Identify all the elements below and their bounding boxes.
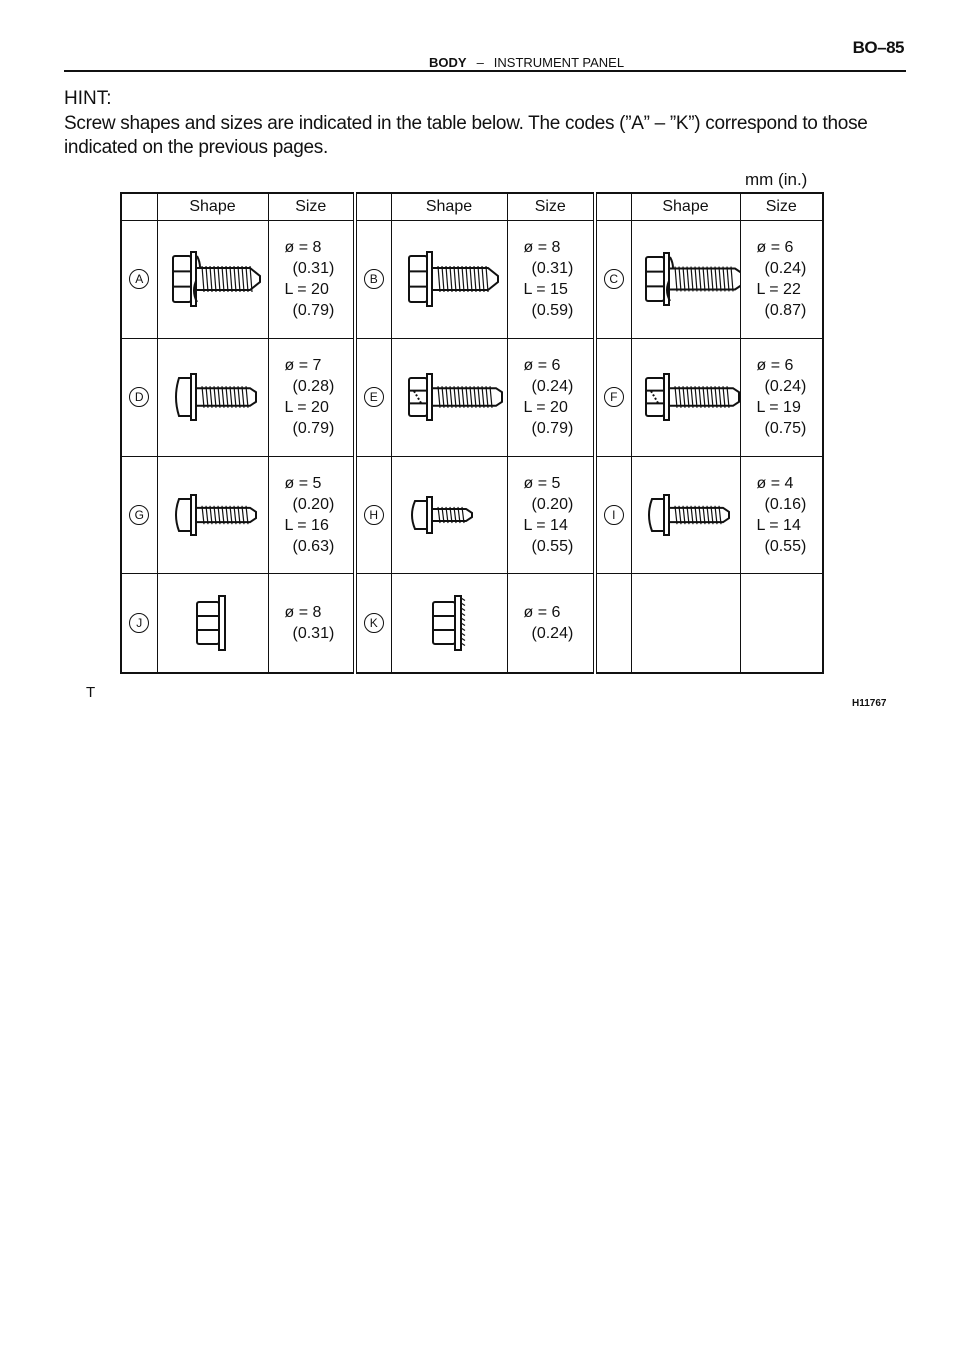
diameter-inch: (0.28) [292, 378, 335, 396]
serrated-flange-nut-icon [392, 588, 507, 658]
screw-size-cell [740, 574, 823, 673]
diameter-inch: (0.31) [531, 260, 574, 278]
bolt-washer-tapered-icon [158, 244, 268, 314]
header-shape: Shape [631, 193, 740, 221]
page-code: BO–85 [852, 38, 904, 57]
screw-round-head-icon [158, 362, 268, 432]
screw-shape-cell [391, 221, 507, 339]
screw-pan-head-icon [158, 480, 268, 550]
length-inch: (0.87) [764, 302, 807, 320]
screw-code-badge: I [604, 505, 624, 525]
screw-code-cell [595, 456, 631, 574]
screw-code-cell [121, 338, 157, 456]
diameter-mm: ø = 6 [523, 604, 561, 622]
header-code-cell [355, 193, 391, 221]
length-inch: (0.63) [292, 537, 335, 555]
table-header-row [121, 193, 823, 221]
length-inch: (0.55) [531, 537, 574, 555]
section-separator: – [476, 55, 484, 70]
diameter-inch: (0.24) [764, 378, 807, 396]
units-label: mm (in.) [745, 170, 808, 189]
table-row [121, 574, 823, 673]
length-inch: (0.59) [531, 302, 574, 320]
screw-shape-cell [157, 456, 268, 574]
screw-size-cell [507, 456, 595, 574]
screw-code-badge: F [604, 387, 624, 407]
table-row [121, 456, 823, 574]
screw-shape-cell [157, 221, 268, 339]
screw-size-cell [507, 221, 595, 339]
diameter-mm: ø = 8 [284, 239, 322, 257]
screw-cross-head-icon [392, 362, 507, 432]
screw-code-cell [355, 221, 391, 339]
diameter-inch: (0.24) [531, 625, 574, 643]
screw-code-badge: A [129, 269, 149, 289]
header-size: Size [740, 193, 823, 221]
screw-pan-head-icon [632, 480, 740, 550]
screw-shape-cell [391, 574, 507, 673]
section-name: BODY [429, 55, 467, 70]
bolt-flange-tapered-icon [392, 244, 507, 314]
subsection-name: INSTRUMENT PANEL [493, 55, 625, 70]
screw-size-cell [740, 338, 823, 456]
screw-code-badge: B [364, 269, 384, 289]
header-shape: Shape [391, 193, 507, 221]
diameter-inch: (0.20) [292, 495, 335, 513]
screw-code-badge: J [129, 613, 149, 633]
length-mm: L = 22 [756, 281, 801, 299]
header-code-cell [121, 193, 157, 221]
screw-shape-cell [157, 338, 268, 456]
header-rule [64, 70, 906, 72]
length-inch: (0.79) [531, 420, 574, 438]
diameter-inch: (0.24) [531, 378, 574, 396]
screw-table [120, 192, 824, 674]
screw-shape-cell [391, 338, 507, 456]
length-inch: (0.75) [764, 420, 807, 438]
flange-nut-icon [158, 588, 268, 658]
diameter-inch: (0.24) [764, 260, 807, 278]
screw-code-cell [595, 338, 631, 456]
screw-code-cell [121, 456, 157, 574]
diameter-mm: ø = 8 [284, 604, 322, 622]
screw-shape-cell [631, 456, 740, 574]
diameter-mm: ø = 5 [284, 474, 322, 492]
screw-code-badge: E [364, 387, 384, 407]
diameter-mm: ø = 6 [756, 357, 794, 375]
length-mm: L = 15 [523, 281, 568, 299]
hint-text: Screw shapes and sizes are indicated in the table below. The codes (”A” – ”K”) correspond to those indicated on the previous pages. [64, 113, 868, 158]
hint-label: HINT: [64, 88, 112, 109]
section-title [429, 55, 624, 70]
screw-code-cell [121, 574, 157, 673]
diameter-inch: (0.31) [292, 625, 335, 643]
diameter-inch: (0.20) [531, 495, 574, 513]
length-mm: L = 20 [284, 399, 329, 417]
screw-shape-cell [631, 221, 740, 339]
diameter-mm: ø = 8 [523, 239, 561, 257]
diameter-mm: ø = 7 [284, 357, 322, 375]
length-mm: L = 19 [756, 399, 801, 417]
length-mm: L = 20 [523, 399, 568, 417]
figure-id: H11767 [852, 698, 887, 709]
diameter-inch: (0.16) [764, 495, 807, 513]
bolt-washer-long-icon [632, 244, 740, 314]
length-inch: (0.55) [764, 537, 807, 555]
header-size: Size [268, 193, 355, 221]
screw-code-badge: H [364, 505, 384, 525]
page-header [64, 38, 906, 78]
diameter-mm: ø = 6 [756, 239, 794, 257]
screw-code-cell [355, 338, 391, 456]
length-inch: (0.79) [292, 302, 335, 320]
length-mm: L = 20 [284, 281, 329, 299]
screw-code-cell [355, 574, 391, 673]
screw-code-cell [355, 456, 391, 574]
screw-shape-cell [631, 574, 740, 673]
screw-code-badge: K [364, 613, 384, 633]
screw-code-badge: C [604, 269, 624, 289]
screw-shape-cell [157, 574, 268, 673]
diameter-mm: ø = 5 [523, 474, 561, 492]
screw-cross-head-icon [632, 362, 740, 432]
screw-size-cell [507, 338, 595, 456]
diameter-inch: (0.31) [292, 260, 335, 278]
screw-code-cell [595, 574, 631, 673]
screw-size-cell [740, 456, 823, 574]
table-row [121, 338, 823, 456]
screw-code-cell [595, 221, 631, 339]
screw-size-cell [268, 221, 355, 339]
length-inch: (0.79) [292, 420, 335, 438]
screw-code-cell [121, 221, 157, 339]
header-shape: Shape [157, 193, 268, 221]
length-mm: L = 14 [756, 516, 801, 534]
diameter-mm: ø = 6 [523, 357, 561, 375]
screw-code-badge: G [129, 505, 149, 525]
footer-letter: T [86, 684, 96, 701]
screw-code-badge: D [129, 387, 149, 407]
screw-shape-cell [631, 338, 740, 456]
screw-size-cell [268, 338, 355, 456]
screw-size-cell [268, 456, 355, 574]
screw-size-cell [507, 574, 595, 673]
length-mm: L = 16 [284, 516, 329, 534]
diameter-mm: ø = 4 [756, 474, 794, 492]
table-row [121, 221, 823, 339]
header-size: Size [507, 193, 595, 221]
screw-short-icon [392, 480, 507, 550]
screw-size-cell [740, 221, 823, 339]
screw-size-cell [268, 574, 355, 673]
length-mm: L = 14 [523, 516, 568, 534]
header-code-cell [595, 193, 631, 221]
screw-shape-cell [391, 456, 507, 574]
